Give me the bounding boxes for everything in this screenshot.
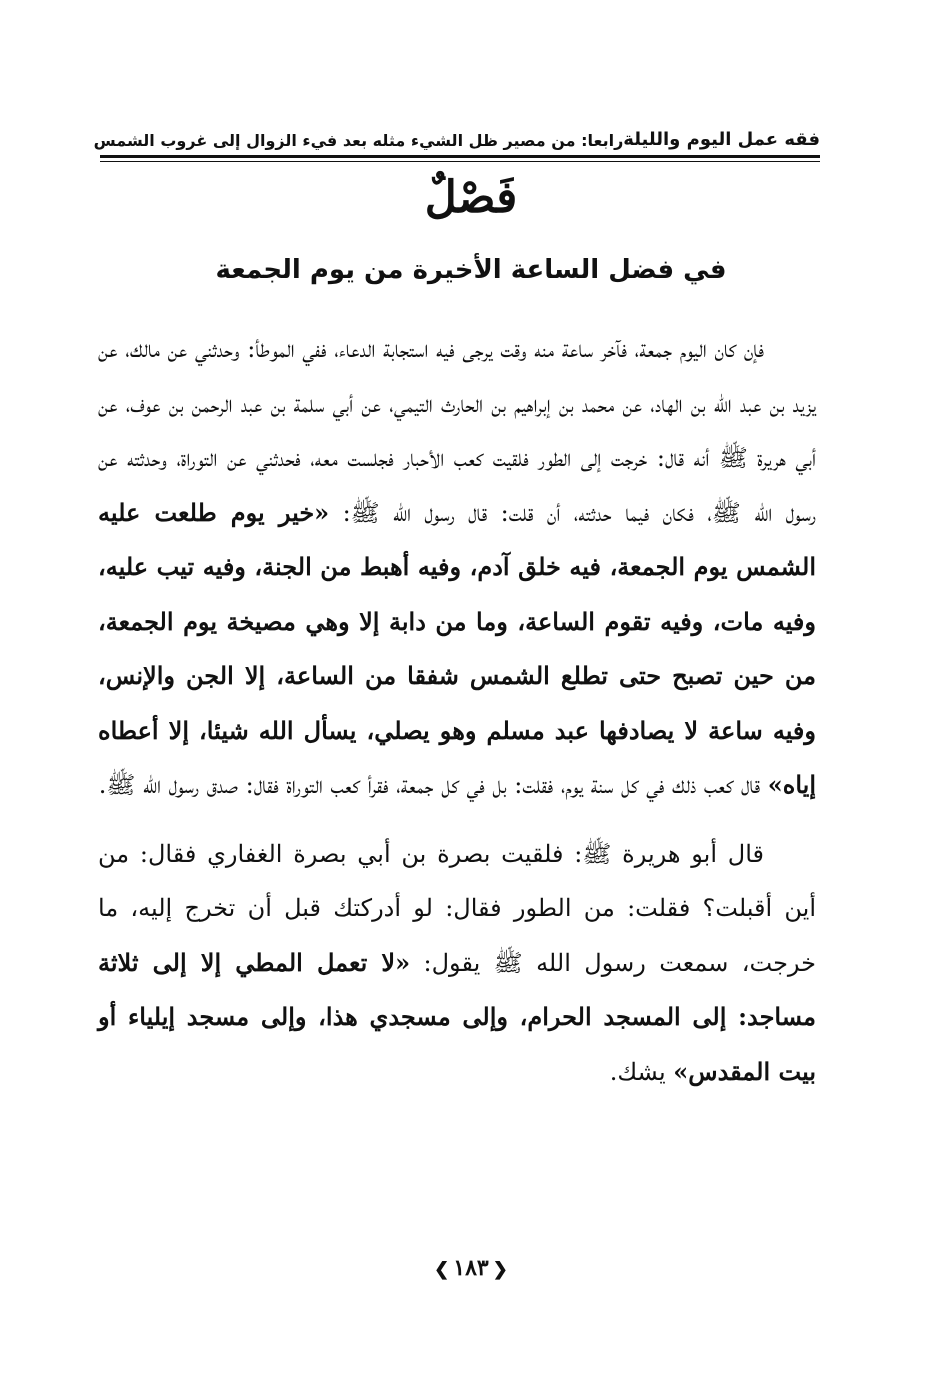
section-heading: فَصْلٌ (424, 172, 518, 223)
ornament-icon-right: ❮ (492, 1259, 508, 1280)
hadith-quote-2: «لا تعمل المطي إلا إلى ثلاثة مساجد: إلى المسجد الحرام، وإلى مسجدي هذا، وإلى مسجد إيلياء أو بيت المقدس» (98, 947, 816, 1086)
paragraph-1 (98, 322, 816, 813)
body-text (98, 322, 816, 1099)
paragraph-1-intro: فإن كان اليوم جمعة، فآخر ساعة منه وقت يرجى فيه استجابة الدعاء، ففي الموطأ: وحدثني عن مالك، عن يزيد بن عبد الله بن الهاد، عن محمد بن إبراهيم بن الحارث التيمي، عن أبي سلمة بن عبد الرحمن بن عوف، عن أبي هريرة ﷺ أنه قال: خرجت إلى الطور فلقيت كعب الأحبار فجلست معه، فحدثني عن التوراة، وحدثته عن رسول الله ﷺ، فكان فيما حدثته، أن قلت: قال رسول الله ﷺ: (98, 335, 817, 527)
hadith-quote-1: «خير يوم طلعت عليه الشمس يوم الجمعة، فيه خلق آدم، وفيه أهبط من الجنة، وفيه تيب عليه، وفيه مات، وفيه تقوم الساعة، وما من دابة إلا وهي مصيخة يوم الجمعة، من حين تصبح حتى تطلع الشمس شفقا من الساعة، إلا الجن والإنس، وفيه ساعة لا يصادفها عبد مسلم وهو يصلي، يسأل الله شيئا، إلا أعطاه إياه» (98, 497, 817, 799)
chapter-title: رابعا: من مصير ظل الشيء مثله بعد فيء الزوال إلى غروب الشمس (93, 131, 624, 150)
section-subtitle: في فضل الساعة الأخيرة من يوم الجمعة (215, 255, 727, 285)
running-header (93, 120, 820, 158)
paragraph-2-outro: يشك. (609, 1057, 674, 1086)
page-number-footer (0, 1253, 942, 1285)
ornament-icon-left: ❯ (434, 1259, 450, 1280)
paragraph-2 (98, 827, 816, 1100)
book-title: فقه عمل اليوم والليلة (623, 129, 820, 150)
page-number: ١٨٣ (453, 1255, 489, 1281)
paragraph-1-outro: قال كعب ذلك في كل سنة يوم، فقلت: بل في كل جمعة، فقرأ كعب التوراة فقال: صدق رسول الله ﷺ. (98, 771, 768, 799)
paragraph-2-intro: قال أبو هريرة ﷺ: فلقيت بصرة بن أبي بصرة الغفاري فقال: من أين أقبلت؟ فقلت: من الطور فقال: لو أدركتك قبل أن تخرج إليه، ما خرجت، سمعت رسول الله ﷺ يقول: (98, 839, 816, 977)
